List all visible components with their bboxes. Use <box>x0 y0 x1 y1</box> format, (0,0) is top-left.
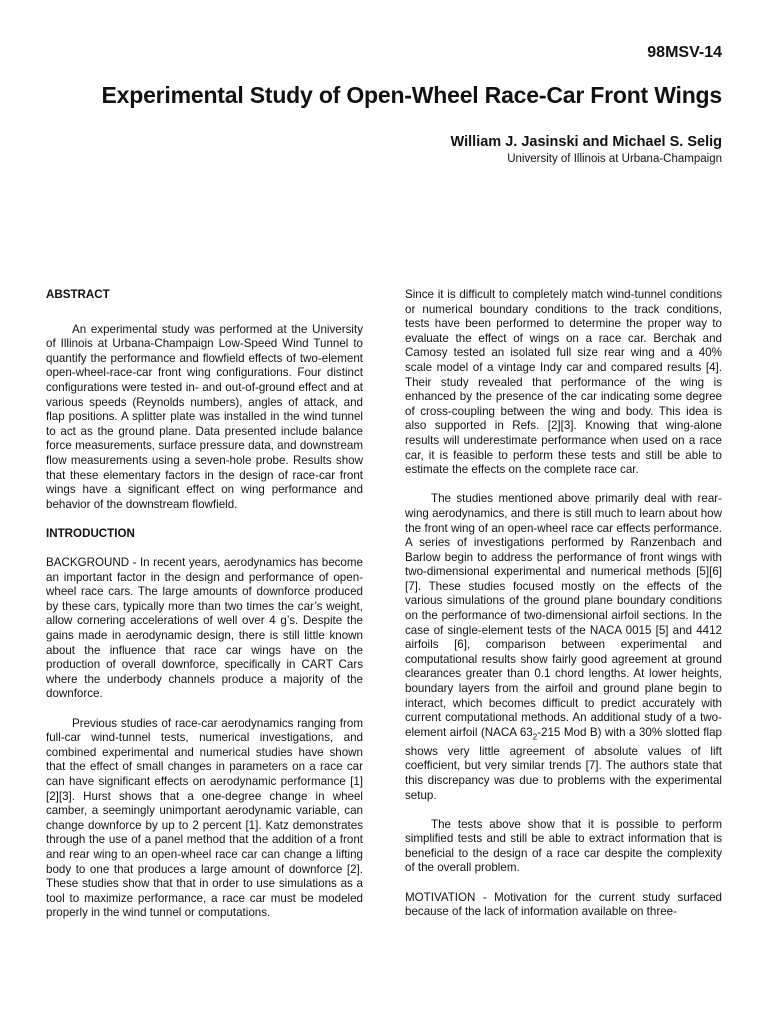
abstract-text: An experimental study was performed at the University of Illinois at Urbana-Champaign Low-Speed Wind Tunnel to quantify the performance and flowfield effects of two-element open-wheel-race-car front wing configurations. Four distinct configurations were tested in- and out-of-ground effect and at various speeds (Reynolds numbers), angles of attack, and flap positions. A splitter plate was installed in the wind tunnel to act as the ground plane. Data presented include balance force measurements, surface pressure data, and downstream flow measurements using a seven-hole probe. Results show that these elementary factors in the design of race-car front wings have a significant effect on wing performance and behavior of the downstream flowfield. <box>46 322 363 511</box>
paper-id: 98MSV-14 <box>647 44 722 61</box>
front-wing-paragraph <box>405 492 722 803</box>
introduction-heading: INTRODUCTION <box>46 526 135 540</box>
right-column <box>405 288 722 920</box>
affiliation: University of Illinois at Urbana-Champaign <box>507 153 722 165</box>
abstract-heading: ABSTRACT <box>46 288 110 301</box>
front-wing-text-a: The studies mentioned above primarily deal with rear-wing aerodynamics, and there is still much to learn about how the front wing of an open-wheel race car effects performance. A series of investigations performed by Ranzenbach and Barlow begin to address the performance of front wings with two-dimensional experimental and numerical methods [5][6][7]. These studies focused mostly on the effects of the various simulations of the ground plane boundary conditions on the performance of two-dimensional airfoil sections. In the case of single-element tests of the NACA 0015 [5] and 4412 airfoils [6], comparison between experimental and computational results show fairly good agreement at ground clearances greater than 0.1 chord lengths. At lower heights, boundary layers from the airfoil and ground plane begin to interact, which becomes difficult to predict accurately with current computational methods. An additional study of a two-element airfoil (NACA 63 <box>405 492 722 739</box>
paper-title: Experimental Study of Open-Wheel Race-Car Front Wings <box>101 82 722 108</box>
front-wing-text-b: -215 Mod B) with a 30% slotted flap shows very little agreement of absolute values of lift coefficient, but very similar trends [7]. The authors state that this discrepancy was due to problems with the experimental setup. <box>405 725 722 802</box>
background-paragraph: BACKGROUND - In recent years, aerodynamics has become an important factor in the design and performance of open-wheel race cars. The large amounts of downforce produced by these cars, typically more than two times the car’s weight, allow cornering accelerations of well over 4 g’s. Despite the gains made in aerodynamic design, there is still little known about the influence that race car wings have on the production of overall downforce, specifically in CART Cars where the underbody channels produce a majority of the downforce. <box>46 556 363 701</box>
simplified-tests-paragraph: The tests above show that it is possible to perform simplified tests and still be able to extract information that is beneficial to the design of a race car despite the complexity of the overall problem. <box>405 817 722 875</box>
left-column <box>46 288 363 921</box>
subscript: 2 <box>532 732 538 742</box>
authors: William J. Jasinski and Michael S. Selig <box>450 134 722 150</box>
motivation-paragraph: MOTIVATION - Motivation for the current study surfaced because of the lack of information available on three- <box>405 890 722 919</box>
wind-tunnel-paragraph: Since it is difficult to completely match wind-tunnel conditions or numerical boundary conditions to the track conditions, tests have been performed to determine the proper way to evaluate the effect of wings on a race car. Berchak and Camosy tested an isolated full size rear wing and a 40% scale model of a vintage Indy car and compared results [4]. Their study revealed that performance of the wing is enhanced by the presence of the car indicating some degree of cross-coupling between the wing and body. This idea is also supported in Refs. [2][3]. Knowing that wing-alone results will underestimate performance when used on a race car, it is feasible to perform these tests and still be able to estimate the effects on the complete race car. <box>405 288 722 477</box>
previous-studies-paragraph: Previous studies of race-car aerodynamics ranging from full-car wind-tunnel tests, numerical investigations, and combined experimental and numerical studies have shown that the effect of small changes in parameters on a race car can have significant effects on aerodynamic performance [1][2][3]. Hurst shows that a one-degree change in wheel camber, a seemingly unimportant aerodynamic variable, can change downforce by up to 2 percent [1]. Katz demonstrates through the use of a panel method that the addition of a front and rear wing to an open-wheel race car can change a lifting body to one that produces a large amount of downforce [2]. These studies show that that in order to use simulations as a tool to maximize performance, a race car must be modeled properly in the wind tunnel or computations. <box>46 716 363 920</box>
